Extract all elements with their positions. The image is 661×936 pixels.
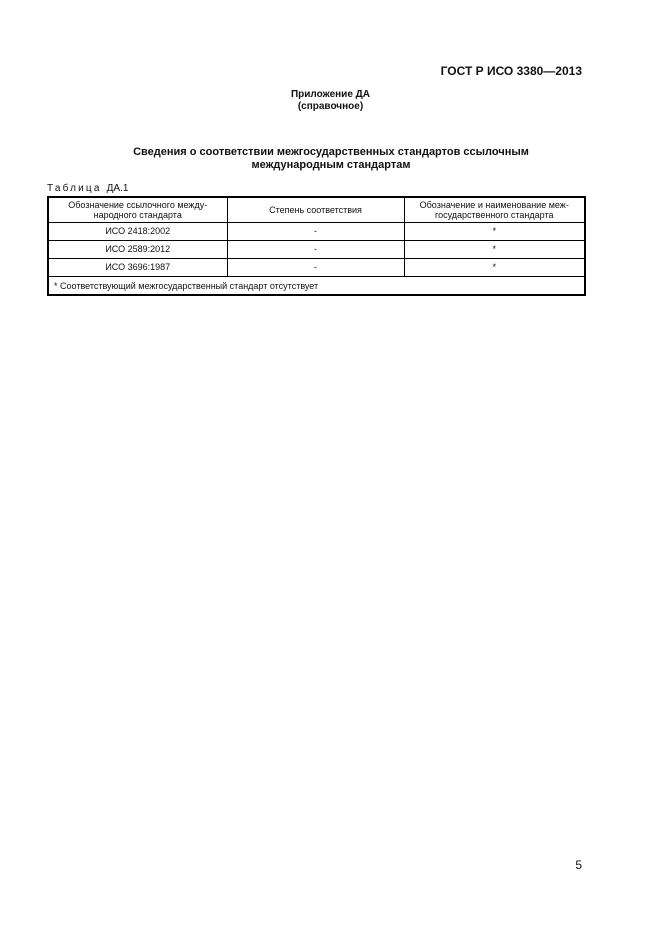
table-footnote: * Соответствующий межгосударственный стандарт отсутствует bbox=[48, 277, 585, 296]
table-caption-word: Таблица bbox=[47, 183, 102, 194]
document-code: ГОСТ Р ИСО 3380—2013 bbox=[440, 64, 582, 78]
cell-national-standard: * bbox=[404, 241, 585, 259]
table-row bbox=[48, 241, 585, 259]
table-header-row bbox=[48, 197, 585, 223]
cell-reference-standard: ИСО 3696:1987 bbox=[48, 259, 227, 277]
cell-reference-standard: ИСО 2418:2002 bbox=[48, 223, 227, 241]
cell-reference-standard: ИСО 2589:2012 bbox=[48, 241, 227, 259]
cell-national-standard: * bbox=[404, 259, 585, 277]
table-caption bbox=[47, 183, 128, 194]
table-footnote-row bbox=[48, 277, 585, 296]
section-title-line1: Сведения о соответствии межгосударственных стандартов ссылочным bbox=[133, 146, 529, 158]
page-number: 5 bbox=[575, 858, 582, 872]
cell-degree: - bbox=[227, 259, 404, 277]
header-national-standard: Обозначение и наименование меж- государственного стандарта bbox=[404, 197, 585, 223]
table-row bbox=[48, 259, 585, 277]
section-title bbox=[90, 146, 572, 172]
cell-degree: - bbox=[227, 241, 404, 259]
correspondence-table bbox=[47, 196, 586, 296]
appendix-subtitle: (справочное) bbox=[297, 101, 364, 112]
header-degree-of-conformity: Степень соответствия bbox=[227, 197, 404, 223]
table-caption-number: ДА.1 bbox=[106, 183, 129, 194]
section-title-line2: международным стандартам bbox=[251, 159, 411, 171]
appendix-title: Приложение ДА bbox=[290, 89, 371, 100]
header-reference-standard: Обозначение ссылочного между- народного стандарта bbox=[48, 197, 227, 223]
table-row bbox=[48, 223, 585, 241]
cell-national-standard: * bbox=[404, 223, 585, 241]
cell-degree: - bbox=[227, 223, 404, 241]
